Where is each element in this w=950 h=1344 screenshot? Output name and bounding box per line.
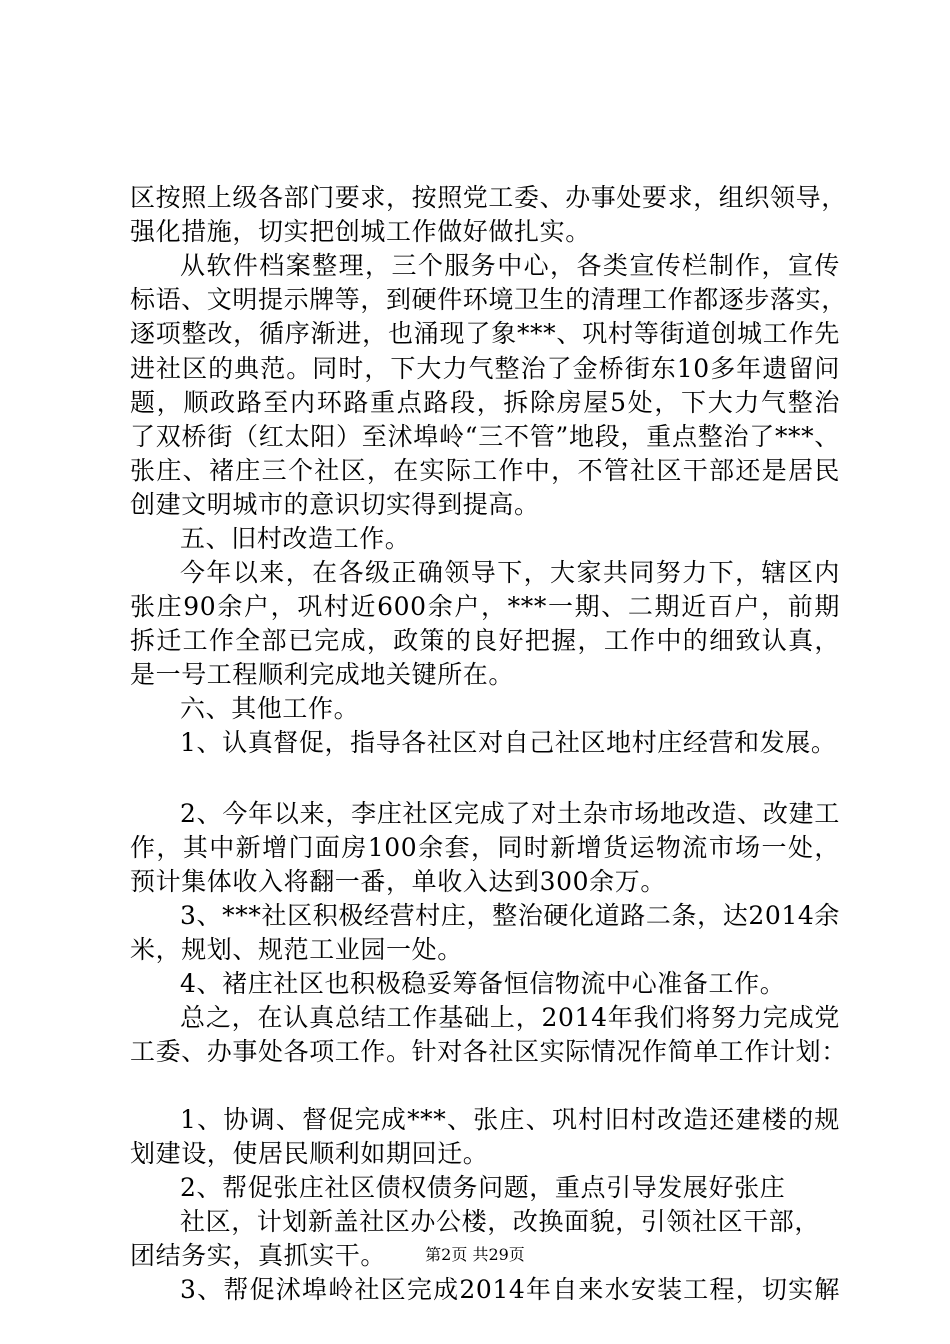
summary-line-2: 工委、办事处各项工作。针对各社区实际情况作简单工作计划： (130, 1037, 847, 1066)
list-item-3-line-2: 米，规划、规范工业园一处。 (130, 935, 463, 964)
list-item-1: 1、认真督促，指导各社区对自己社区地村庄经营和发展。 (180, 728, 837, 757)
plan-item-1-line-1: 1、协调、督促完成***、张庄、巩村旧村改造还建楼的规 (180, 1105, 840, 1134)
body-line-14: 拆迁工作全部已完成，政策的良好把握，工作中的细致认真， (130, 626, 840, 655)
section-heading-6: 六、其他工作。 (180, 694, 360, 723)
body-line-8: 了双桥街（红太阳）至沭埠岭“三不管”地段，重点整治了***、 (130, 422, 840, 451)
page-footer: 第2页 共29页 (425, 1245, 525, 1264)
plan-item-2-line-3: 团结务实，真抓实干。 (130, 1241, 387, 1270)
list-item-2-line-1: 2、今年以来，李庄社区完成了对土杂市场地改造、改建工 (180, 799, 840, 828)
body-line-10: 创建文明城市的意识切实得到提高。 (130, 490, 540, 519)
body-line-9: 张庄、褚庄三个社区，在实际工作中，不管社区干部还是居民 (130, 456, 840, 485)
section-heading-5: 五、旧村改造工作。 (180, 524, 411, 553)
list-item-4: 4、褚庄社区也积极稳妥筹备恒信物流中心准备工作。 (180, 969, 786, 998)
body-line-1: 区按照上级各部门要求，按照党工委、办事处要求，组织领导， (130, 183, 847, 212)
body-line-12: 今年以来，在各级正确领导下，大家共同努力下，辖区内 (180, 558, 840, 587)
body-line-7: 题，顺政路至内环路重点路段，拆除房屋5处，下大力气整治 (130, 388, 840, 417)
list-item-2-line-2: 作，其中新增门面房100余套，同时新增货运物流市场一处， (130, 833, 840, 862)
body-line-2: 强化措施，切实把创城工作做好做扎实。 (130, 217, 591, 246)
list-item-3-line-1: 3、***社区积极经营村庄，整治硬化道路二条，达2014余 (180, 901, 840, 930)
body-line-4: 标语、文明提示牌等，到硬件环境卫生的清理工作都逐步落实， (130, 285, 847, 314)
plan-item-3-line-1: 3、帮促沭埠岭社区完成2014年自来水安装工程，切实解 (180, 1275, 840, 1304)
body-line-3: 从软件档案整理，三个服务中心，各类宣传栏制作，宣传 (180, 251, 840, 280)
body-line-5: 逐项整改，循序渐进，也涌现了象***、巩村等街道创城工作先 (130, 319, 840, 348)
plan-item-1-line-2: 划建设，使居民顺利如期回迁。 (130, 1139, 489, 1168)
plan-item-2-line-2: 社区，计划新盖社区办公楼，改换面貌，引领社区干部， (180, 1207, 821, 1236)
body-line-13: 张庄90余户，巩村近600余户，***一期、二期近百户，前期 (130, 592, 840, 621)
summary-line-1: 总之，在认真总结工作基础上，2014年我们将努力完成党 (180, 1003, 840, 1032)
body-line-15: 是一号工程顺利完成地关键所在。 (130, 660, 515, 689)
plan-item-2-line-1: 2、帮促张庄社区债权债务问题，重点引导发展好张庄 (180, 1173, 786, 1202)
list-item-2-line-3: 预计集体收入将翻一番，单收入达到300余万。 (130, 867, 666, 896)
body-line-6: 进社区的典范。同时，下大力气整治了金桥街东10多年遗留问 (130, 354, 840, 383)
